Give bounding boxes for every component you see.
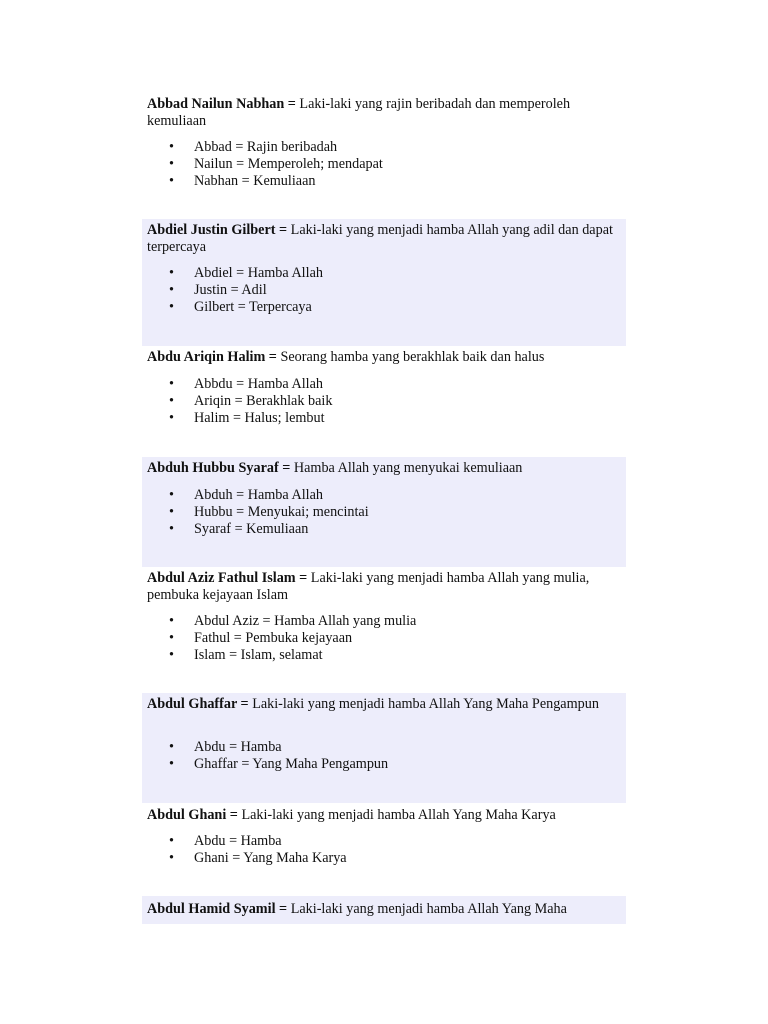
entry-name: Abdul Hamid Syamil =	[147, 901, 288, 917]
entry-meaning: Laki-laki yang menjadi hamba Allah yang adil dan dapat terpercaya	[147, 222, 613, 255]
entry-name: Abdul Ghani =	[147, 807, 238, 823]
list-item	[142, 487, 626, 504]
bullet-icon: •	[169, 503, 174, 520]
entry-meaning: Laki-laki yang menjadi hamba Allah Yang Maha Karya	[237, 807, 556, 823]
bullet-icon: •	[169, 155, 174, 172]
entry-heading	[147, 346, 621, 366]
name-entry	[142, 457, 626, 567]
list-item	[142, 739, 626, 756]
entry-heading	[147, 457, 621, 477]
list-item	[142, 376, 626, 393]
name-entry	[142, 803, 626, 896]
bullet-icon: •	[169, 281, 174, 298]
entry-breakdown-list	[142, 139, 626, 189]
entry-heading	[147, 896, 621, 918]
bullet-icon: •	[169, 646, 174, 663]
entry-breakdown-list	[142, 376, 626, 426]
entry-name: Abdul Aziz Fathul Islam =	[147, 570, 308, 586]
list-item-text: Halim = Halus; lembut	[194, 409, 325, 426]
list-item	[142, 410, 626, 427]
list-item	[142, 139, 626, 156]
list-item-text: Justin = Adil	[194, 281, 267, 298]
name-entry	[142, 567, 626, 693]
list-item-text: Abdul Aziz = Hamba Allah yang mulia	[194, 613, 417, 629]
bullet-icon: •	[169, 613, 174, 629]
list-item	[142, 756, 626, 773]
list-item	[142, 393, 626, 410]
entry-meaning: Laki-laki yang menjadi hamba Allah Yang Maha	[287, 901, 567, 917]
list-item-text: Syaraf = Kemuliaan	[194, 520, 309, 537]
entry-heading	[147, 567, 621, 604]
list-item-text: Abbdu = Hamba Allah	[194, 376, 323, 392]
bullet-icon: •	[169, 392, 174, 409]
list-item	[142, 521, 626, 538]
list-item	[142, 613, 626, 630]
list-item-text: Ghaffar = Yang Maha Pengampun	[194, 755, 389, 772]
list-item-text: Ghani = Yang Maha Karya	[194, 849, 347, 866]
entry-meaning: Laki-laki yang rajin beribadah dan memperoleh kemuliaan	[147, 96, 571, 129]
entry-breakdown-list	[142, 833, 626, 867]
name-entry	[142, 219, 626, 346]
name-entry	[142, 88, 626, 208]
bullet-icon: •	[169, 520, 174, 537]
bullet-icon: •	[169, 739, 174, 755]
entry-heading	[147, 88, 621, 130]
list-item-text: Gilbert = Terpercaya	[194, 298, 312, 315]
entry-name: Abdul Ghaffar =	[147, 696, 249, 712]
name-entry	[142, 693, 626, 803]
list-item	[142, 173, 626, 190]
bullet-icon: •	[169, 298, 174, 315]
entry-name: Abbad Nailun Nabhan =	[147, 96, 296, 112]
bullet-icon: •	[169, 376, 174, 392]
list-item-text: Ariqin = Berakhlak baik	[194, 392, 333, 409]
entry-breakdown-list	[142, 265, 626, 315]
list-item-text: Abdiel = Hamba Allah	[194, 265, 323, 281]
list-item-text: Abbad = Rajin beribadah	[194, 139, 338, 155]
entry-meaning: Hamba Allah yang menyukai kemuliaan	[290, 460, 523, 476]
list-item	[142, 850, 626, 867]
list-item-text: Hubbu = Menyukai; mencintai	[194, 503, 369, 520]
list-item	[142, 630, 626, 647]
entry-heading	[147, 803, 621, 824]
list-item-text: Abdu = Hamba	[194, 739, 282, 755]
entry-meaning: Laki-laki yang menjadi hamba Allah Yang Maha Pengampun	[248, 696, 599, 712]
list-item	[142, 299, 626, 316]
entry-heading	[147, 693, 621, 713]
bullet-icon: •	[169, 755, 174, 772]
list-item-text: Abdu = Hamba	[194, 833, 282, 849]
bullet-icon: •	[169, 487, 174, 503]
entry-breakdown-list	[142, 739, 626, 773]
entry-meaning: Seorang hamba yang berakhlak baik dan halus	[276, 349, 545, 365]
bullet-icon: •	[169, 409, 174, 426]
list-item	[142, 282, 626, 299]
list-item-text: Nabhan = Kemuliaan	[194, 172, 316, 189]
bullet-icon: •	[169, 139, 174, 155]
bullet-icon: •	[169, 849, 174, 866]
entry-meaning: Laki-laki yang menjadi hamba Allah yang mulia, pembuka kejayaan Islam	[147, 570, 590, 603]
bullet-icon: •	[169, 265, 174, 281]
entry-breakdown-list	[142, 487, 626, 537]
list-item-text: Fathul = Pembuka kejayaan	[194, 629, 353, 646]
name-entry	[142, 346, 626, 456]
list-item-text: Islam = Islam, selamat	[194, 646, 323, 663]
bullet-icon: •	[169, 172, 174, 189]
list-item	[142, 647, 626, 664]
entry-name: Abduh Hubbu Syaraf =	[147, 460, 291, 476]
entry-name: Abdiel Justin Gilbert =	[147, 222, 288, 238]
list-item-text: Nailun = Memperoleh; mendapat	[194, 155, 383, 172]
bullet-icon: •	[169, 833, 174, 849]
list-item	[142, 265, 626, 282]
list-item-text: Abduh = Hamba Allah	[194, 487, 323, 503]
list-item	[142, 833, 626, 850]
entry-name: Abdu Ariqin Halim =	[147, 349, 277, 365]
list-item	[142, 156, 626, 173]
name-entry	[142, 896, 626, 924]
entry-heading	[147, 219, 621, 256]
bullet-icon: •	[169, 629, 174, 646]
list-item	[142, 504, 626, 521]
entry-breakdown-list	[142, 613, 626, 663]
